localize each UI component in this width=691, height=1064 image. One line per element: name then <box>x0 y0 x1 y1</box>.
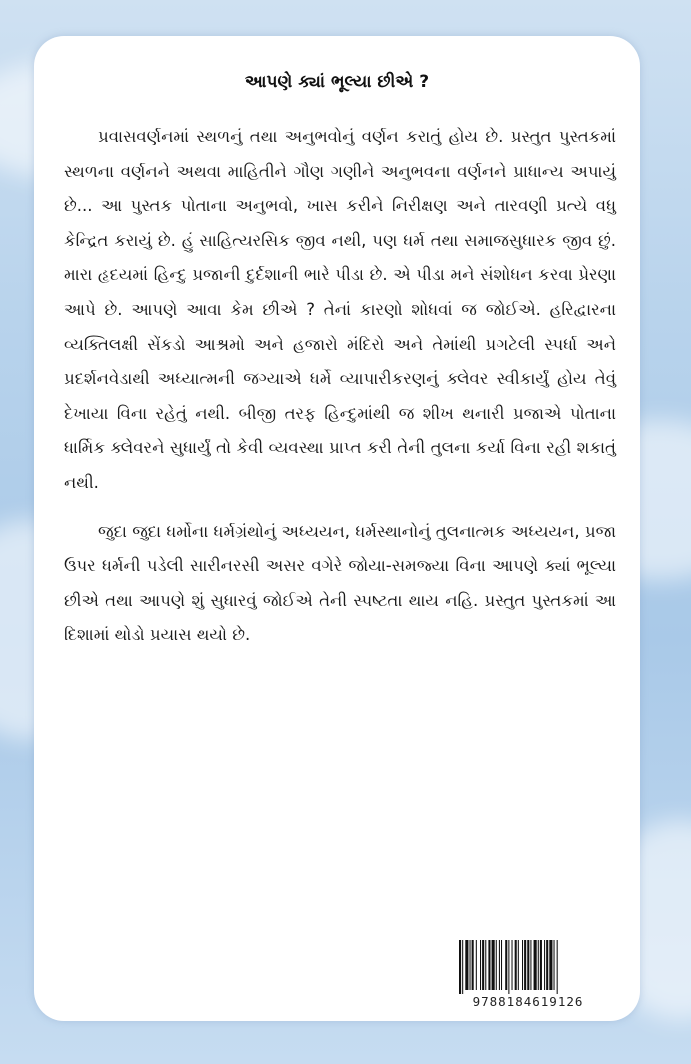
back-cover-text-panel <box>34 36 640 1021</box>
barcode-bars <box>457 940 599 994</box>
blurb-text <box>64 120 616 653</box>
blurb-paragraph-1: પ્રવાસવર્ણનમાં સ્થળનું તથા અનુભવોનું વર્ણન કરાતું હોય છે. પ્રસ્તુત પુસ્તકમાં સ્થળના વર્ણનને અથવા માહિતીને ગૌણ ગણીને અનુભવના વર્ણનને પ્રાધાન્ય અપાયું છે... આ પુસ્તક પોતાના અનુભવો, ખાસ કરીને નિરીક્ષણ અને તારવણી પ્રત્યે વધુ કેન્દ્રિત કરાયું છે. હું સાહિત્યરસિક જીવ નથી, પણ ધર્મ તથા સમાજસુધારક જીવ છું. મારા હૃદયમાં હિન્દુ પ્રજાની દુર્દશાની ભારે પીડા છે. એ પીડા મને સંશોધન કરવા પ્રેરણા આપે છે. આપણે આવા કેમ છીએ ? તેનાં કારણો શોધવાં જ જોઈએ. હરિદ્વારના વ્યક્તિલક્ષી સેંકડો આશ્રમો અને હજારો મંદિરો અને તેમાંથી પ્રગટેલી સ્પર્ધા અને પ્રદર્શનવેડાથી અધ્યાત્મની જગ્યાએ ધર્મે વ્યાપારીકરણનું ક્લેવર સ્વીકાર્યું હોય તેવું દેખાયા વિના રહેતું નથી. બીજી તરફ હિન્દુમાંથી જ શીખ થનારી પ્રજાએ પોતાના ધાર્મિક ક્લેવરને સુધાર્યું તો કેવી વ્યવસ્થા પ્રાપ્ત કરી તેની તુલના કર્યા વિના રહી શકાતું નથી. <box>64 127 616 492</box>
isbn-barcode <box>453 940 603 1014</box>
barcode-number: 9788184619126 <box>472 994 584 1009</box>
book-title: આપણે ક્યાં ભૂલ્યા છીએ ? <box>244 72 430 92</box>
blurb-paragraph-2: જુદા જુદા ધર્મોના ધર્મગ્રંથોનું અધ્યયન, ધર્મસ્થાનોનું તુલનાત્મક અધ્યયન, પ્રજા ઉપર ધર્મની પડેલી સારીનરસી અસર વગેરે જોયા-સમજ્યા વિના આપણે ક્યાં ભૂલ્યા છીએ તથા આપણે શું સુધારવું જોઈએ તેની સ્પષ્ટતા થાય નહિ. પ્રસ્તુત પુસ્તકમાં આ દિશામાં થોડો પ્રયાસ થયો છે. <box>64 521 616 645</box>
